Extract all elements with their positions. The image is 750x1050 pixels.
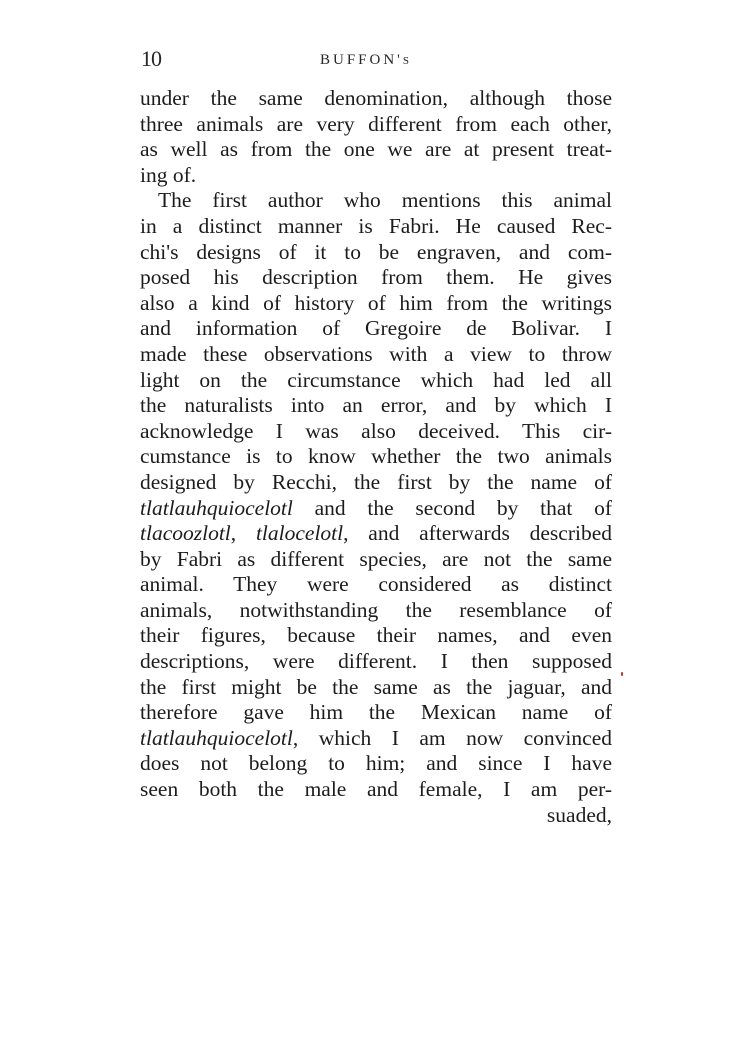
text-line: by Fabri as different species, are not the same: [140, 546, 612, 571]
body-text: [140, 86, 612, 828]
text-line: light on the circumstance which had led all: [140, 367, 612, 392]
text-line: the first might be the same as the jaguar, and: [140, 674, 612, 699]
text-line: descriptions, were different. I then supposed: [140, 649, 612, 674]
text-line: ing of.: [140, 162, 197, 187]
text-line: under the same denomination, although those: [140, 86, 612, 110]
ink-speck: [621, 672, 623, 676]
text-line: therefore gave him the Mexican name of: [140, 700, 612, 725]
text-line: three animals are very different from each other,: [140, 111, 612, 136]
italic-term: tlalocelotl: [255, 521, 344, 546]
text-line: their figures, because their names, and even: [140, 623, 612, 648]
italic-term: tlatlauhquiocelotl: [140, 725, 293, 750]
text-line: chi's designs of it to be engraven, and com-: [140, 239, 612, 264]
text-line: animal. They were considered as distinct: [140, 572, 612, 597]
text-line: seen both the male and female, I am per-: [140, 777, 612, 802]
line-rest: , and afterwards described: [343, 521, 612, 546]
text-line: the naturalists into an error, and by which I: [140, 393, 612, 418]
text-line: as well as from the one we are at present treat-: [140, 137, 612, 162]
page-number: 10: [141, 46, 161, 71]
italic-term: tlacoozlotl: [140, 521, 231, 546]
text-line: and information of Gregoire de Bolivar. I: [140, 316, 612, 341]
text-line: animals, notwithstanding the resemblance of: [140, 597, 612, 622]
text-line: also a kind of history of him from the writings: [140, 290, 612, 315]
text-line-with-italic: [140, 496, 612, 522]
text-line: does not belong to him; and since I have: [140, 751, 612, 776]
text-line: acknowledge I was also deceived. This cir-: [140, 418, 612, 443]
text-line-with-italic: [140, 521, 612, 547]
text-line: in a distinct manner is Fabri. He caused Rec-: [140, 213, 612, 238]
line-separator: ,: [230, 521, 256, 546]
italic-term: tlatlauhquiocelotl: [140, 495, 293, 520]
catchword: suaded,: [546, 802, 612, 827]
line-rest: and the second by that of: [292, 495, 612, 520]
line-rest: , which I am now convinced: [292, 725, 612, 750]
paragraph-first-line: The first author who mentions this animal: [158, 188, 612, 213]
text-line-with-italic: [140, 726, 612, 752]
text-line: posed his description from them. He gives: [140, 265, 612, 290]
text-line: made these observations with a view to throw: [140, 341, 612, 366]
text-line: designed by Recchi, the first by the name of: [140, 469, 612, 494]
running-head: BUFFON's: [320, 52, 413, 68]
text-line: cumstance is to know whether the two animals: [140, 444, 612, 469]
